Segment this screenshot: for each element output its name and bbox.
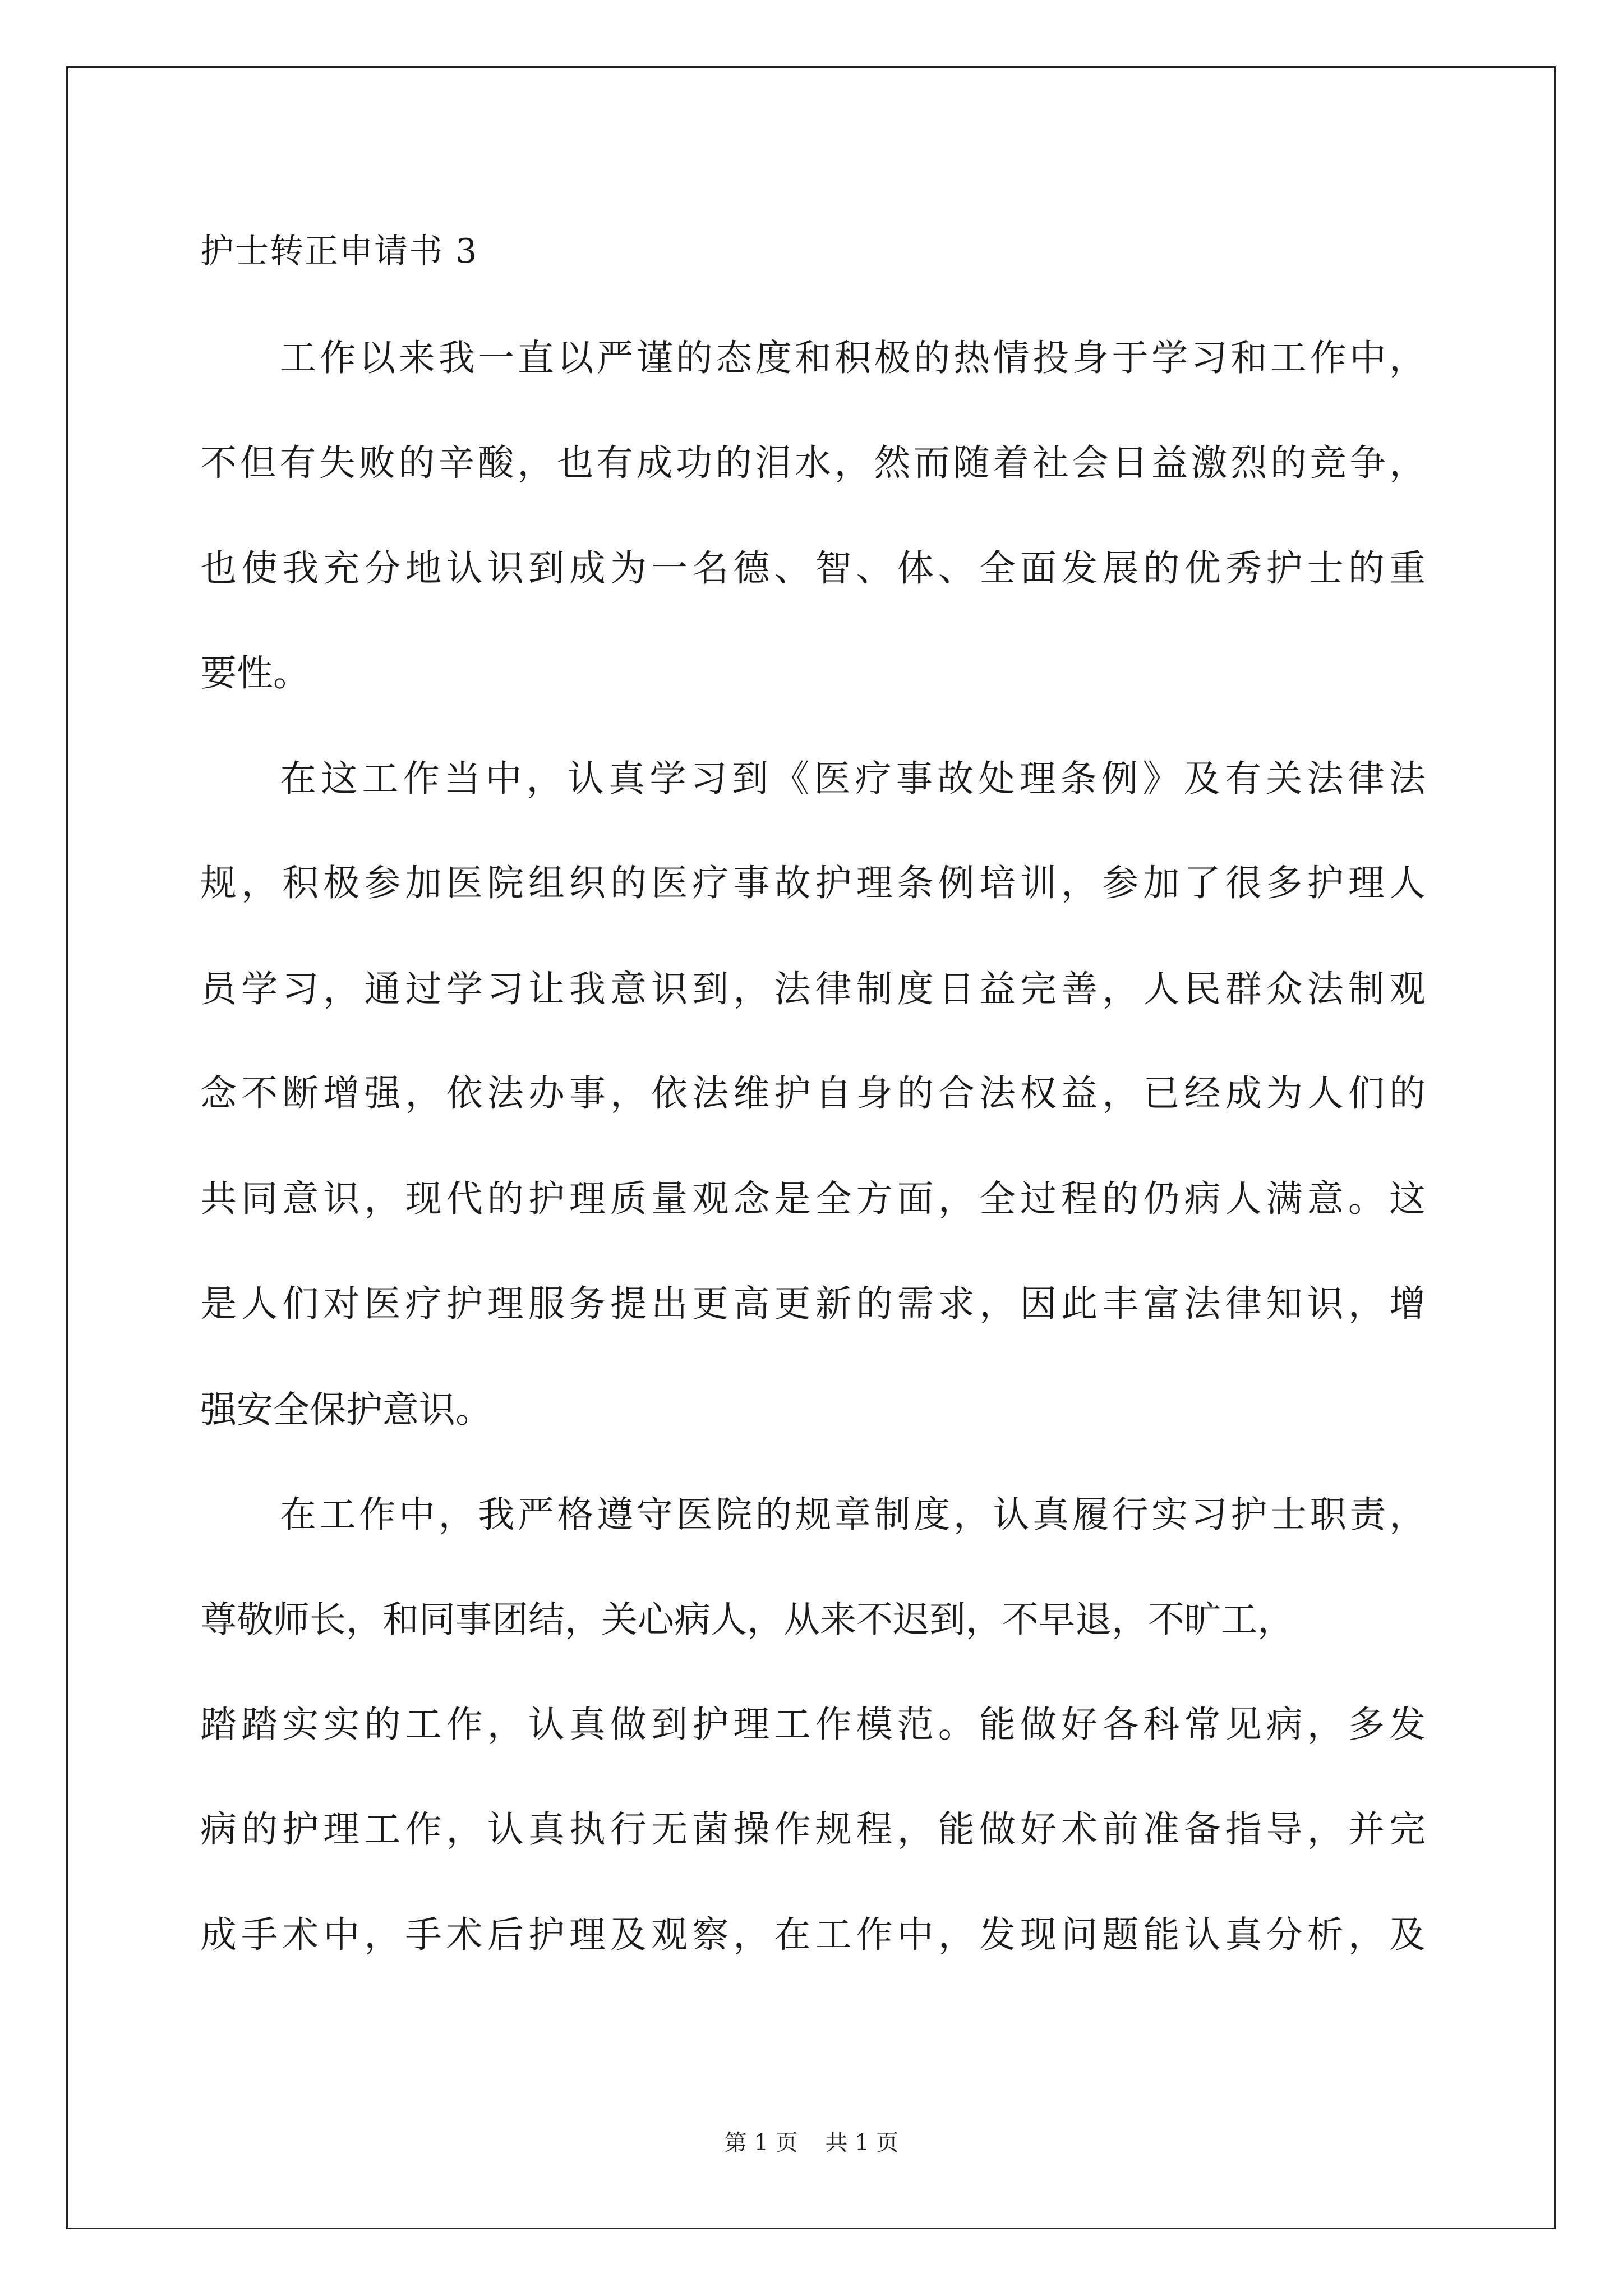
document-title: 护士转正申请书 3 bbox=[200, 232, 478, 271]
paragraph-line: 成手术中，手术后护理及观察，在工作中，发现问题能认真分析，及 bbox=[200, 1914, 1426, 1956]
paragraph-line: 共同意识，现代的护理质量观念是全方面，全过程的仍病人满意。这 bbox=[200, 1178, 1426, 1220]
paragraph-line: 要性。 bbox=[200, 652, 310, 694]
paragraph-line: 念不断增强，依法办事，依法维护自身的合法权益，已经成为人们的 bbox=[200, 1073, 1426, 1115]
paragraph-line: 员学习，通过学习让我意识到，法律制度日益完善，人民群众法制观 bbox=[200, 968, 1426, 1010]
paragraph-line: 工作以来我一直以严谨的态度和积极的热情投身于学习和工作中， bbox=[280, 337, 1426, 379]
paragraph-line: 是人们对医疗护理服务提出更高更新的需求，因此丰富法律知识，增 bbox=[200, 1283, 1426, 1325]
page-border bbox=[66, 66, 1556, 2229]
page-number: 第 1 页 bbox=[724, 2130, 798, 2156]
paragraph-line: 病的护理工作，认真执行无菌操作规程，能做好术前准备指导，并完 bbox=[200, 1809, 1426, 1851]
paragraph-line: 也使我充分地认识到成为一名德、智、体、全面发展的优秀护士的重 bbox=[200, 547, 1426, 590]
paragraph-line: 不但有失败的辛酸，也有成功的泪水，然而随着社会日益激烈的竞争， bbox=[200, 442, 1426, 484]
paragraph-line: 在这工作当中，认真学习到《医疗事故处理条例》及有关法律法 bbox=[280, 758, 1426, 800]
paragraph-line: 强安全保护意识。 bbox=[200, 1389, 492, 1431]
paragraph-line: 踏踏实实的工作，认真做到护理工作模范。能做好各科常见病，多发 bbox=[200, 1704, 1426, 1746]
paragraph-line: 尊敬师长，和同事团结，关心病人，从来不迟到，不早退，不旷工， bbox=[200, 1599, 1294, 1641]
page-total: 共 1 页 bbox=[825, 2130, 899, 2156]
page-footer bbox=[0, 2126, 1623, 2160]
paragraph-line: 规，积极参加医院组织的医疗事故护理条例培训，参加了很多护理人 bbox=[200, 862, 1426, 904]
paragraph-line: 在工作中，我严格遵守医院的规章制度，认真履行实习护士职责， bbox=[280, 1494, 1426, 1536]
